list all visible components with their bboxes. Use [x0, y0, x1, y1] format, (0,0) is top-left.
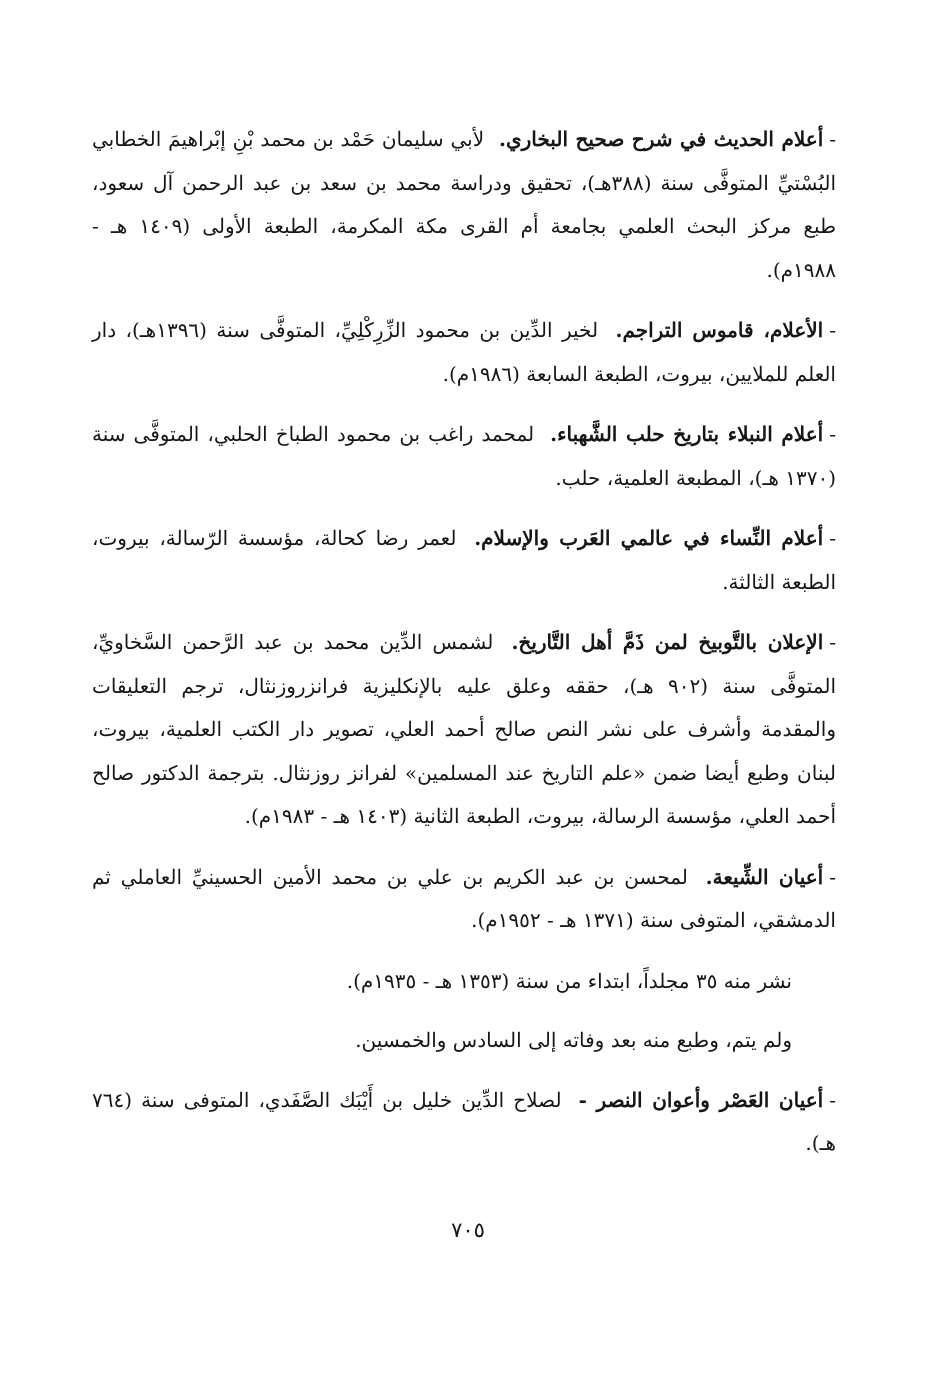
bibliography-entry [92, 413, 836, 500]
entry-dash: - [829, 1087, 836, 1112]
entry-title: أعلام النبلاء بتاريخ حلب الشَّهباء. [550, 422, 824, 446]
entry-body: لمحمد راغب بن محمود الطباخ الحلبي، المتوفَّى سنة (١٣٧٠ هـ)، المطبعة العلمية، حلب. [92, 422, 836, 490]
entry-title: أعيان العَصْر وأعوان النصر - [578, 1087, 824, 1112]
bibliography-entry [92, 309, 836, 396]
entry-title: أعلام النِّساء في عالمي العَرب والإسلام. [474, 526, 824, 550]
entry-dash: - [829, 864, 836, 889]
entry-dash: - [829, 526, 836, 550]
bibliography-entry [92, 621, 836, 839]
bibliography-entry [92, 118, 836, 292]
entry-body: لمحسن بن عبد الكريم بن علي بن محمد الأمين الحسينيِّ العاملي ثم الدمشقي، المتوفى سنة (١٣٧١ هـ - ١٩٥٢م). [92, 864, 836, 932]
entry-note: ولم يتم، وطبع منه بعد وفاته إلى السادس والخمسين. [355, 1028, 792, 1052]
entry-body: لشمس الدِّين محمد بن عبد الرَّحمن السَّخاويِّ، المتوفَّى سنة (٩٠٢ هـ)، حققه وعلق عليه بالإنكليزية فرانزروزنثال، ترجم التعليقات والمقدمة وأشرف على نشر النص صالح أحمد العلي، تصوير دار الكتب العلمية، بيروت، لبنان وطبع أيضا ضمن «علم التاريخ عند المسلمين» لفرانز روزنثال. بترجمة الدكتور صالح أحمد العلي، مؤسسة الرسالة، بيروت، الطبعة الثانية (١٤٠٣ هـ - ١٩٨٣م). [92, 630, 837, 828]
entry-dash: - [829, 422, 836, 446]
entry-body: لأبي سليمان حَمْد بن محمد بْنِ إبْراهيمَ الخطابي البُسْتيِّ المتوفَّى سنة (٣٨٨هـ)، تحقيق ودراسة محمد بن سعد بن عبد الرحمن آل سعود، طبع مركز البحث العلمي بجامعة أم القرى مكة المكرمة، الطبعة الأولى (١٤٠٩ هـ - ١٩٨٨م). [92, 127, 836, 282]
bibliography-entry [92, 856, 836, 943]
entry-dash: - [829, 127, 837, 151]
entry-body: لعمر رضا كحالة، مؤسسة الرّسالة، بيروت، الطبعة الثالثة. [92, 526, 836, 594]
entry-title: أعيان الشِّيعة. [705, 864, 824, 889]
entry-title: الإعلان بالتَّوبيخ لمن ذَمَّ أهل التَّاريخ. [511, 630, 824, 654]
page-number: ٧٠٥ [451, 1218, 485, 1242]
entry-body: لصلاح الدِّين خليل بن أَيْبَك الصَّفَدي، المتوفى سنة (٧٦٤ هـ). [92, 1087, 836, 1155]
bibliography-entry [92, 517, 836, 604]
entry-dash: - [829, 318, 836, 342]
bibliography-entry [92, 1079, 836, 1166]
entry-body: لخير الدِّين بن محمود الزِّرِكْلِيِّ، المتوفَّى سنة (١٣٩٦هـ)، دار العلم للملايين، بيروت، الطبعة السابعة (١٩٨٦م). [92, 318, 836, 386]
entry-title: الأعلام، قاموس التراجم. [615, 318, 824, 342]
entry-title: أعلام الحديث في شرح صحيح البخاري. [499, 127, 824, 151]
entry-note: نشر منه ٣٥ مجلداً، ابتداء من سنة (١٣٥٣ هـ - ١٩٣٥م). [346, 968, 792, 993]
entry-dash: - [829, 630, 837, 654]
bibliography-page [92, 118, 836, 1183]
